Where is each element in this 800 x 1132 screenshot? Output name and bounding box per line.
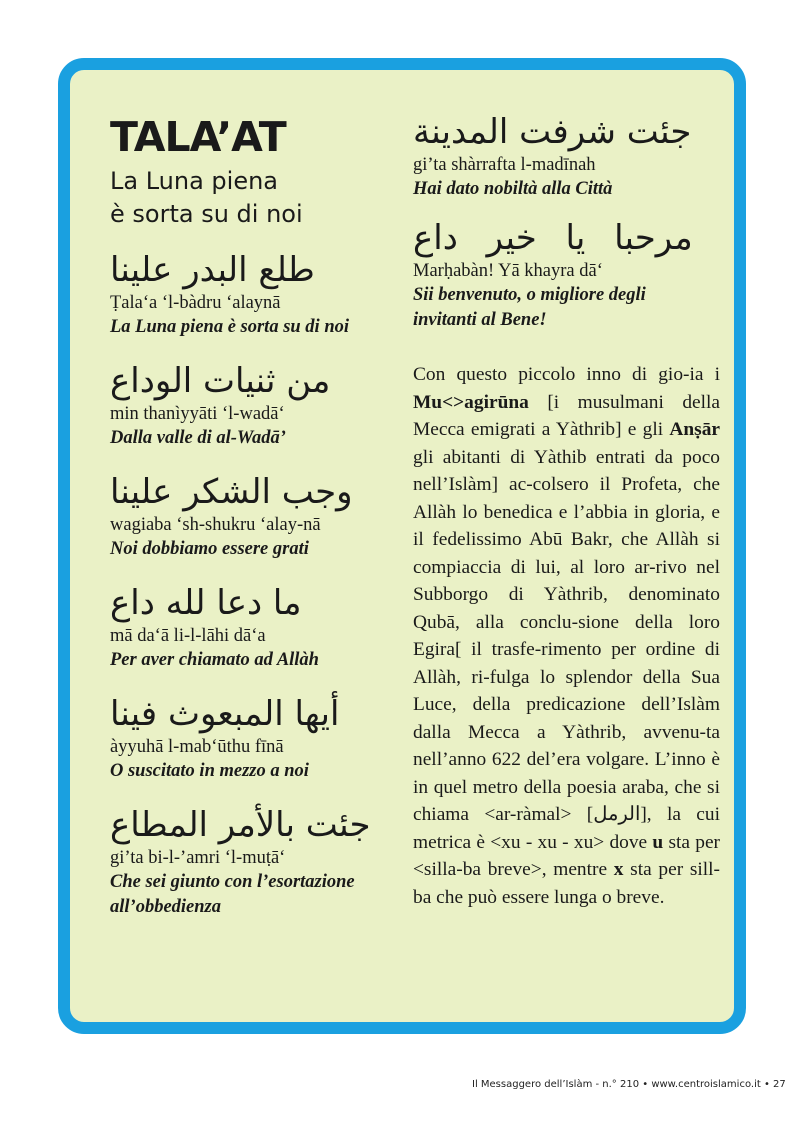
verse-translation: O suscitato in mezzo a noi: [110, 761, 309, 781]
verse-translation: Per aver chiamato ad Allàh: [110, 650, 319, 670]
verse-translation: Dalla valle di al-Wadā’: [110, 428, 286, 448]
translation-line: Sii benvenuto, o migliore degli: [413, 285, 646, 305]
commentary-text: Con questo piccolo inno di gio-ia i: [413, 364, 720, 385]
verse-2: [110, 359, 390, 451]
verse-transliteration: min thanìyyāti ‘l-wadā‘: [110, 404, 285, 424]
term-ansar: Anṣār: [669, 419, 720, 440]
verse-arabic: جئت بالأمر المطاع: [110, 805, 371, 845]
verse-arabic: مرحبا يا خير داع: [413, 218, 693, 258]
verse-7: [413, 110, 720, 202]
term-muhagiruna: Mu<>agirūna: [413, 391, 529, 413]
verse-translation: [413, 283, 720, 333]
verse-translation: [110, 870, 390, 920]
page-subtitle: [110, 165, 390, 231]
page-footer: Il Messaggero dell’Islàm - n.° 210 • www.centroislamico.it • 27: [472, 1079, 786, 1090]
commentary-text: sta per <silla-ba breve>, mentre: [413, 831, 721, 880]
term-x: x: [613, 859, 624, 880]
verse-arabic: وجب الشكر علينا: [110, 472, 353, 512]
translation-line: invitanti al Bene!: [413, 310, 547, 330]
subtitle-line: è sorta su di noi: [110, 200, 303, 228]
commentary-text: gli abitanti di Yàthib entrati da poco nell’Islàm] ac-colsero il Profeta, che Allàh lo benedica e l’abbia in gloria, e il fedelissimo Abū Bakr, che Allàh si compiaccia di lui, al loro ar-rivo nel Subborgo di Yàthrib, denominato Qubā, alla conclu-sione della loro Egira[ il trasfe-rimento per ordine di Allàh, ri-fulga lo splendor della Sua Luce, della predicazione dell’Islàm dalla Mecca a Yàthrib, avvenu-ta nell’anno 622 del’era volgare. L’inno è in quel metro della poesia araba, che si chiama <ar-ràmal> [الرمل], la cui metrica è <xu - xu - xu> dove: [413, 446, 720, 853]
verse-translation: Noi dobbiamo essere grati: [110, 539, 309, 559]
verse-arabic: جئت شرفت المدينة: [413, 112, 692, 152]
verse-transliteration: Ṭala‘a ‘l-bàdru ‘alaynā: [110, 293, 281, 313]
verse-arabic: طلع البدر علينا: [110, 250, 315, 290]
verse-4: [110, 581, 390, 673]
right-column: [413, 110, 720, 930]
verse-transliteration: àyyuhā l-mab‘ūthu fīnā: [110, 737, 284, 757]
subtitle-line: La Luna piena: [110, 167, 278, 195]
verse-transliteration: wagiaba ‘sh-shukru ‘alay-nā: [110, 515, 321, 535]
verse-transliteration: gi’ta bi-l-’amri ‘l-muṭā‘: [110, 848, 286, 868]
verse-translation: Hai dato nobiltà alla Città: [413, 179, 613, 199]
translation-line: Che sei giunto con l’esortazione: [110, 872, 355, 892]
verse-6: [110, 803, 390, 920]
page-title: TALA’AT: [110, 113, 286, 161]
translation-line: all’obbedienza: [110, 897, 221, 917]
commentary-text: [i musulmani della Mecca emigrati a Yàthrib] e gli: [413, 391, 720, 440]
verse-arabic: أيها المبعوث فينا: [110, 694, 340, 734]
verse-translation: La Luna piena è sorta su di noi: [110, 317, 350, 337]
commentary-paragraph: [413, 361, 720, 911]
verse-transliteration: Marḥabàn! Yā khayra dā‘: [413, 261, 603, 281]
verse-8: [413, 216, 720, 333]
verse-arabic: من ثنيات الوداع: [110, 361, 331, 401]
verse-5: [110, 692, 390, 784]
verse-arabic: ما دعا لله داع: [110, 583, 302, 623]
verse-transliteration: gi’ta shàrrafta l-madīnah: [413, 155, 596, 175]
content-panel: [58, 58, 746, 1034]
left-column: [110, 114, 390, 920]
verse-1: [110, 248, 390, 340]
verse-3: [110, 470, 390, 562]
commentary-text: sta per sill-ba che può essere lunga o breve.: [413, 859, 720, 908]
term-u: u: [652, 831, 664, 853]
verse-transliteration: mā da‘ā li-l-lāhi dā‘a: [110, 626, 266, 646]
